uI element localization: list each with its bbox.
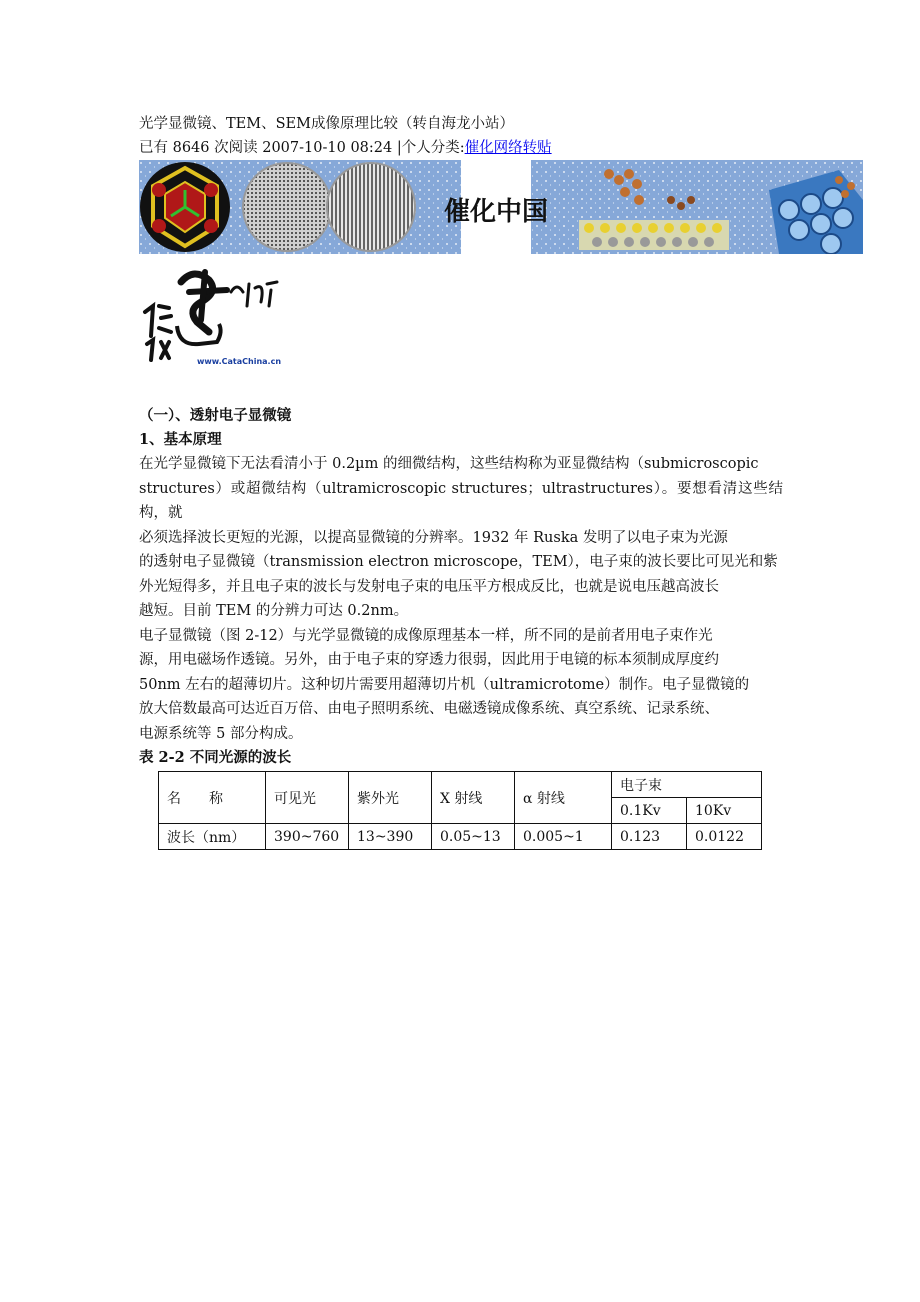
- value-cell: 13~390: [349, 824, 432, 850]
- catachina-logo: [139, 262, 283, 368]
- value-cell: 0.05~13: [432, 824, 515, 850]
- subsection-heading: 1、基本原理: [139, 431, 222, 448]
- article-title: 光学显微镜、TEM、SEM成像原理比较（转自海龙小站）: [139, 116, 514, 132]
- banner-graphic: [139, 160, 863, 254]
- header-cell: 可见光: [266, 772, 349, 824]
- header-cell: α 射线: [515, 772, 612, 824]
- paragraph-line: 必须选择波长更短的光源，以提高显微镜的分辨率。1932 年 Ruska 发明了以电子束为光源: [139, 529, 728, 546]
- logo-graphic: [139, 262, 283, 368]
- value-cell: 0.123: [612, 824, 687, 850]
- paragraph-line: 外光短得多，并且电子束的波长与发射电子束的电压平方根成反比，也就是说电压越高波长: [139, 578, 719, 595]
- table-caption: 表 2-2 不同光源的波长: [139, 749, 292, 766]
- header-cell: 电子束: [612, 772, 762, 798]
- paragraph-line: 放大倍数最高可达近百万倍、由电子照明系统、电磁透镜成像系统、真空系统、记录系统、: [139, 701, 719, 717]
- document-page: [139, 112, 783, 850]
- paragraph-line: 50nm 左右的超薄切片。这种切片需要用超薄切片机（ultramicrotome）制作。电子显微镜的: [139, 676, 750, 693]
- header-cell: 名 称: [159, 772, 266, 824]
- table-row: [159, 824, 762, 850]
- subheader-cell: 0.1Kv: [612, 798, 687, 824]
- wavelength-table: [158, 771, 762, 850]
- value-cell: 390~760: [266, 824, 349, 850]
- table-header-row: [159, 772, 762, 798]
- paragraph-line: 在光学显微镜下无法看清小于 0.2µm 的细微结构，这些结构称为亚显微结构（submicroscopic: [139, 456, 759, 472]
- paragraph-line: 越短。目前 TEM 的分辨力可达 0.2nm。: [139, 603, 409, 619]
- paragraph-line: 电源系统等 5 部分构成。: [139, 725, 303, 742]
- header-banner-image: [139, 160, 863, 254]
- paragraph-line: 的透射电子显微镜（transmission electron microscope，TEM），电子束的波长要比可见光和紫: [139, 554, 778, 570]
- meta-text: 已有 8646 次阅读 2007-10-10 08:24 |个人分类:: [139, 140, 465, 156]
- value-cell: 0.005~1: [515, 824, 612, 850]
- paragraph-2: [139, 624, 783, 747]
- header-cell: X 射线: [432, 772, 515, 824]
- header-cell: 紫外光: [349, 772, 432, 824]
- paragraph-line: structures）或超微结构（ultramicroscopic structures；ultrastructures）。要想看清这些结构，就: [139, 480, 783, 521]
- value-cell: 0.0122: [687, 824, 762, 850]
- banner-logo-text: 催化中国: [443, 197, 549, 227]
- paragraph-line: 源，用电磁场作透镜。另外，由于电子束的穿透力很弱，因此用于电镜的标本须制成厚度约: [139, 652, 719, 668]
- article-meta: [139, 136, 783, 160]
- subheader-cell: 10Kv: [687, 798, 762, 824]
- category-link[interactable]: 催化网络转贴: [464, 140, 552, 156]
- paragraph-line: 电子显微镜（图 2-12）与光学显微镜的成像原理基本一样，所不同的是前者用电子束作光: [139, 627, 713, 644]
- paragraph-1: [139, 452, 783, 624]
- row-label-cell: 波长（nm）: [159, 824, 266, 850]
- section-heading: （一）、透射电子显微镜: [139, 407, 292, 424]
- logo-url: www.CataChina.cn: [196, 357, 282, 366]
